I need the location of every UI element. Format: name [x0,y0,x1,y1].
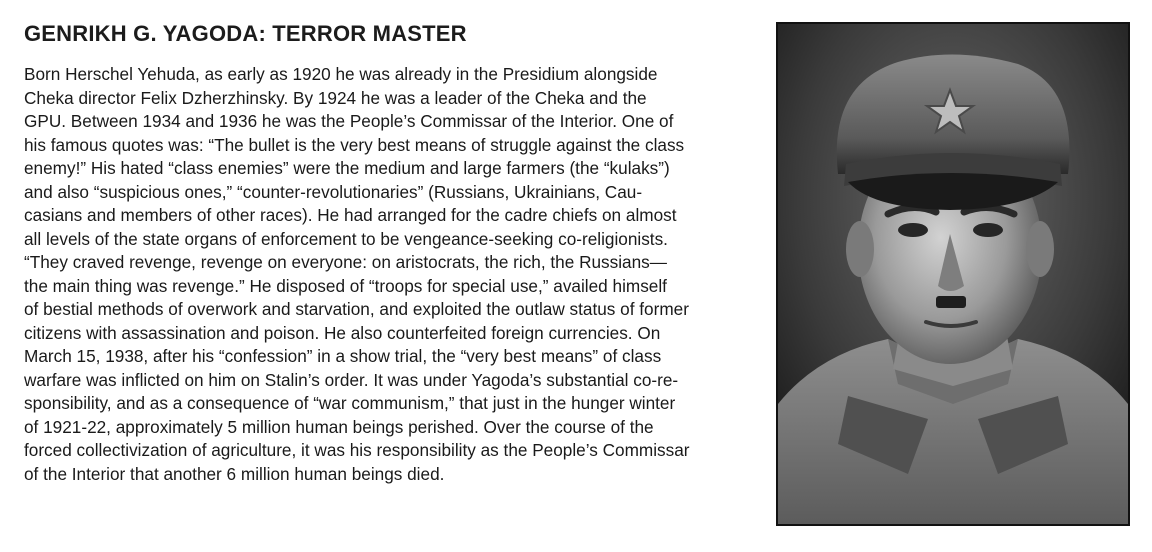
body-line: sponsibility, and as a consequence of “war communism,” that just in the hunger winter [24,393,676,413]
article-body [24,63,764,486]
moustache-shape [936,296,966,308]
body-line: Cheka director Felix Dzherzhinsky. By 1924 he was a leader of the Cheka and the [24,87,647,108]
body-line: “They craved revenge, revenge on everyone: on aristocrats, the rich, the Russians— [24,252,667,272]
body-line: casians and members of other races). He had arranged for the cadre chiefs on almost [24,205,677,225]
ear-right [1026,221,1054,277]
body-line: citizens with assassination and poison. He also counterfeited foreign currencies. On [24,322,661,343]
body-line: the main thing was revenge.” He disposed of “troops for special use,” availed himself [24,275,667,296]
body-line: of the Interior that another 6 million human beings died. [24,463,445,484]
portrait-photo [776,22,1130,526]
body-line: warfare was inflicted on him on Stalin’s order. It was under Yagoda’s substantial co-re- [24,369,679,390]
body-line: his famous quotes was: “The bullet is the very best means of struggle against the class [24,134,685,155]
body-line: all levels of the state organs of enforcement to be vengeance-seeking co-religionists. [24,228,668,249]
body-line: and also “suspicious ones,” “counter-revolutionaries” (Russians, Ukrainians, Cau- [24,181,643,202]
body-line: GPU. Between 1934 and 1936 he was the People’s Commissar of the Interior. One of [24,111,674,131]
eye-left [898,223,928,237]
article [24,18,764,486]
ear-left [846,221,874,277]
body-line: of 1921-22, approximately 5 million human beings perished. Over the course of the [24,416,654,437]
body-line: forced collectivization of agriculture, it was his responsibility as the People’s Commissar [24,440,690,460]
body-line: of bestial methods of overwork and starvation, and exploited the outlaw status of former [24,299,689,319]
body-line: Born Herschel Yehuda, as early as 1920 he was already in the Presidium alongside [24,64,658,84]
body-line: enemy!” His hated “class enemies” were the medium and large farmers (the “kulaks”) [24,158,670,178]
article-title: GENRIKH G. YAGODA: TERROR MASTER [24,21,467,46]
eye-right [973,223,1003,237]
portrait-illustration [778,24,1128,524]
body-line: March 15, 1938, after his “confession” in a show trial, the “very best means” of class [24,346,662,366]
